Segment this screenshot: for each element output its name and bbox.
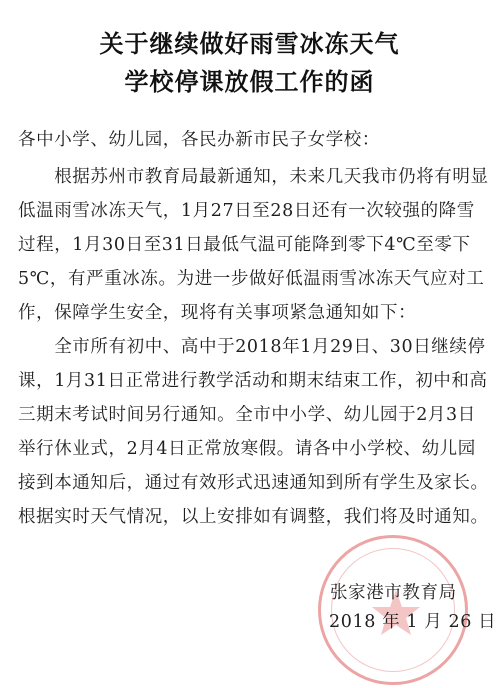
body-line: 作，保障学生安全，现将有关事项紧急通知如下： [18, 303, 417, 323]
body-line: 课，1月31日正常进行教学活动和期末结束工作，初中和高 [18, 371, 488, 391]
body-line: 根据实时天气情况，以上安排如有调整，我们将及时通知。 [18, 507, 489, 527]
body-line: 过程，1月30日至31日最低气温可能降到零下4℃至零下 [18, 235, 471, 255]
signer-date: 2018 年 1 月 26 日 [329, 612, 497, 632]
body-line: 全市所有初中、高中于2018年1月29日、30日继续停 [18, 337, 486, 357]
body-line: 低温雨雪冰冻天气，1月27日至28日还有一次较强的降雪 [18, 201, 475, 221]
document-title-line-2: 学校停课放假工作的函 [124, 68, 375, 96]
signer-organization: 张家港市教育局 [330, 583, 457, 603]
body-line: 举行休业式，2月4日正常放寒假。请各中小学校、幼儿园 [18, 439, 476, 459]
body-line: 根据苏州市教育局最新通知，未来几天我市仍将有明显 [18, 167, 489, 187]
body-line: 三期末考试时间另行通知。全市中小学、幼儿园于2月3日 [18, 405, 476, 425]
body-line: 接到本通知后，通过有效形式迅速通知到所有学生及家长。 [18, 473, 489, 493]
document-title-line-1: 关于继续做好雨雪冰冻天气 [99, 30, 400, 58]
salutation: 各中小学、幼儿园，各民办新市民子女学校： [18, 130, 380, 150]
body-line: 5℃，有严重冰冻。为进一步做好低温雨雪冰冻天气应对工 [18, 269, 485, 289]
